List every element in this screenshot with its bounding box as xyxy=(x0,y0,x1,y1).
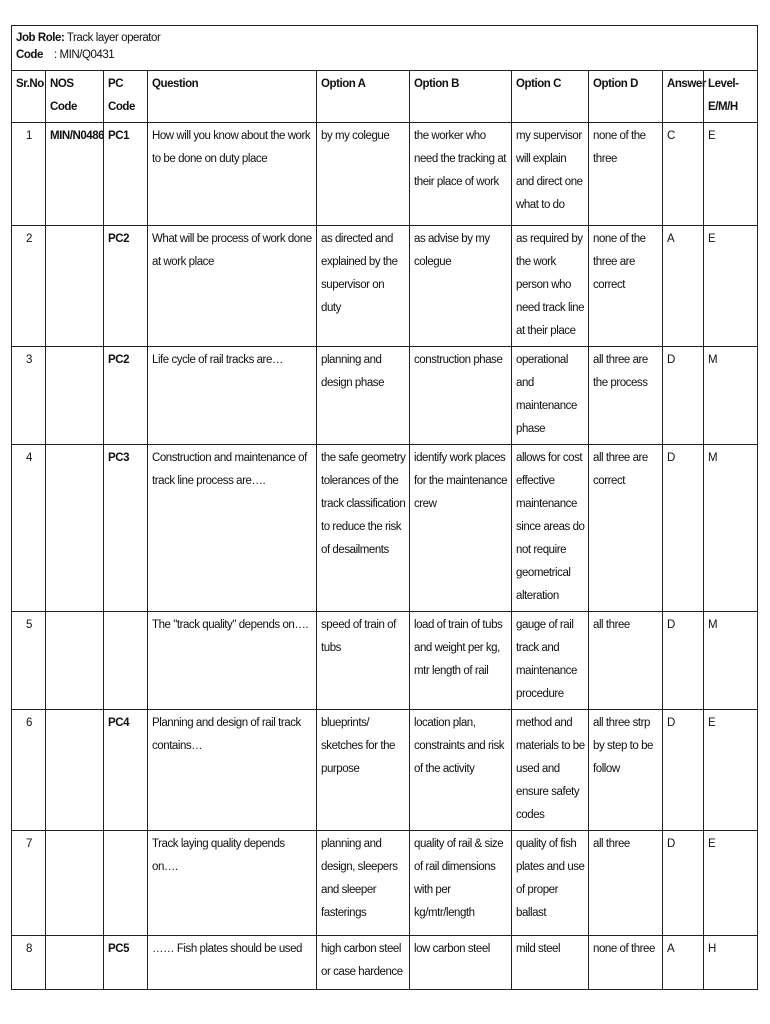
code-label: Code xyxy=(16,49,43,61)
job-role-value: Track layer operator xyxy=(66,32,161,44)
pc-code-cell: PC1 xyxy=(104,123,148,226)
option-c-cell: quality of fish plates and use of proper ballast xyxy=(512,831,589,936)
question-cell: How will you know about the work to be done on duty place xyxy=(148,123,317,226)
sr-cell: 8 xyxy=(12,936,46,990)
level-cell: E xyxy=(704,710,758,831)
option-c-cell: my supervisor will explain and direct one what to do xyxy=(512,123,589,226)
option-d-cell: none of the three xyxy=(589,123,663,226)
pc-code-cell: PC2 xyxy=(104,347,148,445)
job-role-line xyxy=(16,30,753,47)
sr-cell: 5 xyxy=(12,612,46,710)
option-a-cell: planning and design phase xyxy=(317,347,410,445)
answer-cell: D xyxy=(663,347,704,445)
answer-cell: D xyxy=(663,831,704,936)
option-c-cell: operational and maintenance phase xyxy=(512,347,589,445)
question-cell: …… Fish plates should be used xyxy=(148,936,317,990)
level-cell: E xyxy=(704,831,758,936)
option-a-cell: by my colegue xyxy=(317,123,410,226)
table-row xyxy=(12,123,758,226)
sr-cell: 4 xyxy=(12,445,46,612)
table-row xyxy=(12,347,758,445)
nos-code-cell xyxy=(46,445,104,612)
question-cell: Life cycle of rail tracks are… xyxy=(148,347,317,445)
job-header-row xyxy=(12,26,758,71)
answer-cell: D xyxy=(663,445,704,612)
level-cell: E xyxy=(704,123,758,226)
table-row xyxy=(12,226,758,347)
col-header-option-b: Option B xyxy=(410,71,512,123)
question-sheet xyxy=(11,25,757,990)
nos-code-cell: MIN/N0486 xyxy=(46,123,104,226)
option-b-cell: low carbon steel xyxy=(410,936,512,990)
job-role-label: Job Role: xyxy=(16,32,65,44)
option-b-cell: identify work places for the maintenance crew xyxy=(410,445,512,612)
table-row xyxy=(12,831,758,936)
option-a-cell: the safe geometry tolerances of the track classification to reduce the risk of desailments xyxy=(317,445,410,612)
level-cell: M xyxy=(704,445,758,612)
question-cell: Construction and maintenance of track line process are…. xyxy=(148,445,317,612)
option-c-cell: gauge of rail track and maintenance procedure xyxy=(512,612,589,710)
table-row xyxy=(12,710,758,831)
col-header-nos-code: NOS Code xyxy=(46,71,104,123)
level-cell: H xyxy=(704,936,758,990)
nos-code-cell xyxy=(46,612,104,710)
nos-code-cell xyxy=(46,226,104,347)
col-header-sr-no: Sr.No xyxy=(12,71,46,123)
option-c-cell: as required by the work person who need track line at their place xyxy=(512,226,589,347)
pc-code-cell: PC3 xyxy=(104,445,148,612)
option-d-cell: all three strp by step to be follow xyxy=(589,710,663,831)
col-header-option-a: Option A xyxy=(317,71,410,123)
answer-cell: C xyxy=(663,123,704,226)
nos-code-cell xyxy=(46,936,104,990)
option-b-cell: quality of rail & size of rail dimensions with per kg/mtr/length xyxy=(410,831,512,936)
column-header-row xyxy=(12,71,758,123)
option-a-cell: blueprints/ sketches for the purpose xyxy=(317,710,410,831)
nos-code-cell xyxy=(46,831,104,936)
option-b-cell: as advise by my colegue xyxy=(410,226,512,347)
option-a-cell: high carbon steel or case hardence xyxy=(317,936,410,990)
sr-cell: 3 xyxy=(12,347,46,445)
question-cell: The "track quality" depends on…. xyxy=(148,612,317,710)
nos-code-cell xyxy=(46,710,104,831)
job-header-cell xyxy=(12,26,758,71)
table-row xyxy=(12,936,758,990)
question-table xyxy=(11,25,758,990)
answer-cell: A xyxy=(663,936,704,990)
table-row xyxy=(12,612,758,710)
sr-cell: 6 xyxy=(12,710,46,831)
option-a-cell: as directed and explained by the supervisor on duty xyxy=(317,226,410,347)
table-row xyxy=(12,445,758,612)
col-header-answer: Answer xyxy=(663,71,704,123)
answer-cell: D xyxy=(663,710,704,831)
question-cell: What will be process of work done at work place xyxy=(148,226,317,347)
col-header-level: Level- E/M/H xyxy=(704,71,758,123)
option-d-cell: all three xyxy=(589,612,663,710)
answer-cell: D xyxy=(663,612,704,710)
option-b-cell: location plan, constraints and risk of the activity xyxy=(410,710,512,831)
sr-cell: 1 xyxy=(12,123,46,226)
option-b-cell: construction phase xyxy=(410,347,512,445)
question-cell: Track laying quality depends on…. xyxy=(148,831,317,936)
col-header-option-d: Option D xyxy=(589,71,663,123)
option-d-cell: none of three xyxy=(589,936,663,990)
answer-cell: A xyxy=(663,226,704,347)
code-value: : MIN/Q0431 xyxy=(54,49,115,61)
level-cell: M xyxy=(704,347,758,445)
pc-code-cell: PC2 xyxy=(104,226,148,347)
option-c-cell: allows for cost effective maintenance since areas do not require geometrical alteration xyxy=(512,445,589,612)
code-line xyxy=(16,47,753,64)
col-header-question: Question xyxy=(148,71,317,123)
question-cell: Planning and design of rail track contains… xyxy=(148,710,317,831)
pc-code-cell xyxy=(104,612,148,710)
nos-code-cell xyxy=(46,347,104,445)
option-c-cell: mild steel xyxy=(512,936,589,990)
option-a-cell: speed of train of tubs xyxy=(317,612,410,710)
sr-cell: 7 xyxy=(12,831,46,936)
level-cell: E xyxy=(704,226,758,347)
option-c-cell: method and materials to be used and ensure safety codes xyxy=(512,710,589,831)
col-header-option-c: Option C xyxy=(512,71,589,123)
pc-code-cell xyxy=(104,831,148,936)
option-d-cell: none of the three are correct xyxy=(589,226,663,347)
level-cell: M xyxy=(704,612,758,710)
sr-cell: 2 xyxy=(12,226,46,347)
option-d-cell: all three are correct xyxy=(589,445,663,612)
option-b-cell: the worker who need the tracking at their place of work xyxy=(410,123,512,226)
option-a-cell: planning and design, sleepers and sleeper fasterings xyxy=(317,831,410,936)
option-d-cell: all three are the process xyxy=(589,347,663,445)
pc-code-cell: PC4 xyxy=(104,710,148,831)
col-header-pc-code: PC Code xyxy=(104,71,148,123)
pc-code-cell: PC5 xyxy=(104,936,148,990)
option-b-cell: load of train of tubs and weight per kg, mtr length of rail xyxy=(410,612,512,710)
option-d-cell: all three xyxy=(589,831,663,936)
